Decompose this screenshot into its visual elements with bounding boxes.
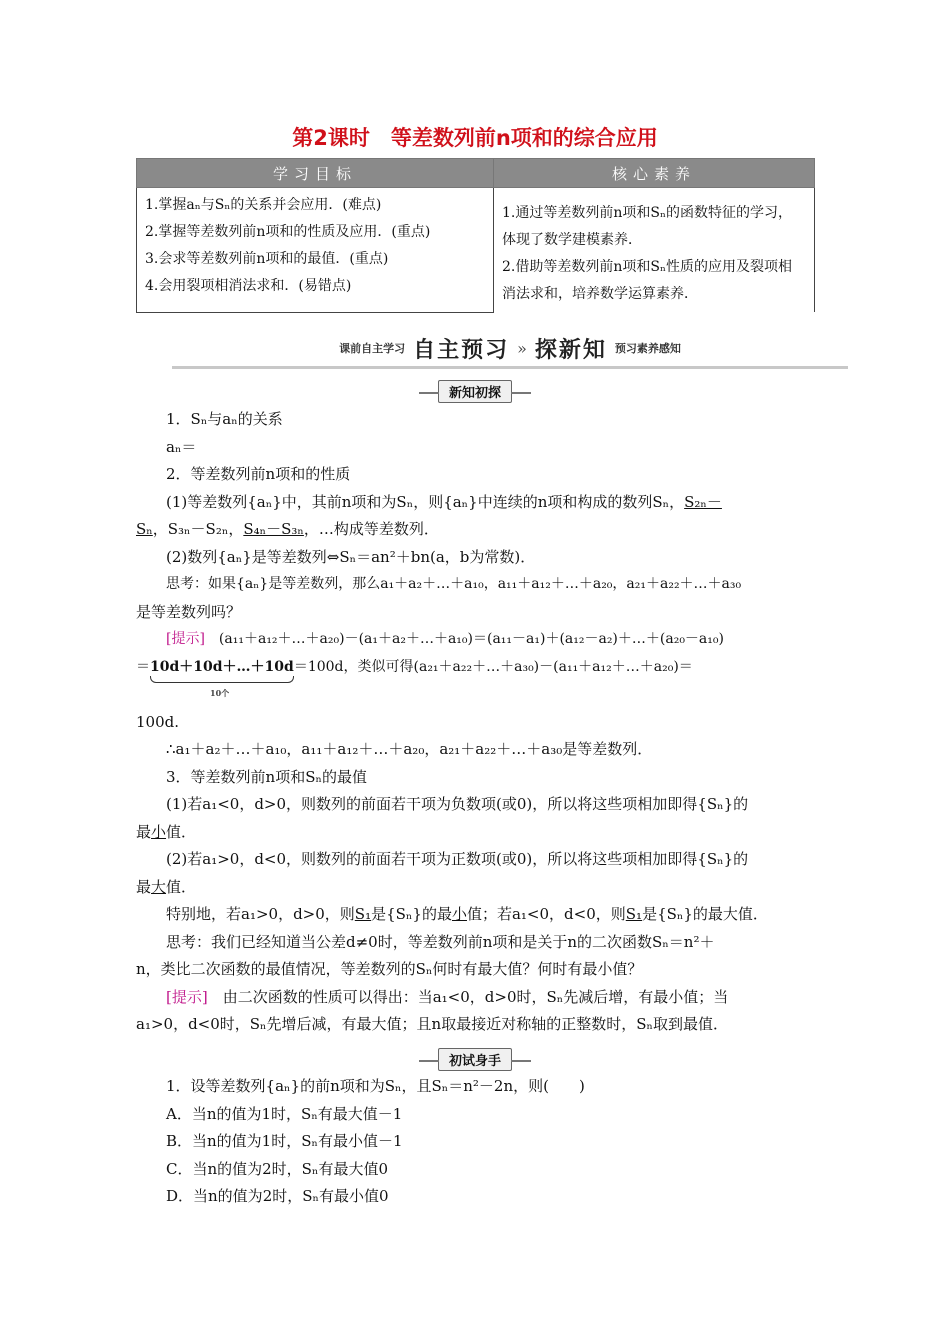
text-line: ＝10d＋10d＋…＋10d 10个 ＝100d，类似可得(a₂₁＋a₂₂＋…＋a₃₀)－(a₁₁＋a₁₂＋…＋a₂₀)＝ xyxy=(136,654,816,709)
header-learning-goals: 学习目标 xyxy=(137,159,494,188)
section-banner xyxy=(172,330,848,369)
text-line: aₙ＝ xyxy=(166,437,197,456)
option-d: D．当n的值为2时，Sₙ有最小值0 xyxy=(166,1187,389,1205)
goal-item: 4.会用裂项相消法求和．(易错点) xyxy=(145,278,352,294)
text-line: 2．等差数列前n项和的性质 xyxy=(166,465,351,483)
goal-item: 1.掌握aₙ与Sₙ的关系并会应用．(难点) xyxy=(145,197,382,213)
text-line: Sₙ，S₃ₙ－S₂ₙ，S₄ₙ－S₃ₙ，…构成等差数列． xyxy=(136,520,439,538)
objectives-table xyxy=(136,158,815,313)
hint-label: [提示] xyxy=(166,631,205,647)
banner-right-caption: 预习素养感知 xyxy=(614,342,681,355)
text-line: 最大值． xyxy=(136,877,197,896)
text-line: [提示] 由二次函数的性质可以得出：当a₁<0，d>0时，Sₙ先减后增，有最小值；当 xyxy=(166,987,729,1006)
text-line: 是等差数列吗？ xyxy=(136,602,242,621)
text-line: 最小值． xyxy=(136,822,197,841)
section-tag-new-knowledge: 新知初探 xyxy=(0,380,950,402)
option-a: A．当n的值为1时，Sₙ有最大值－1 xyxy=(166,1104,403,1123)
text-line: 特别地，若a₁>0，d>0，则S₁是{Sₙ}的最小值；若a₁<0，d<0，则S₁是{Sₙ}的最大值． xyxy=(166,905,768,923)
text-line: 思考：我们已经知道当公差d≠0时，等差数列前n项和是关于n的二次函数Sₙ＝n²＋ xyxy=(166,932,715,951)
text-line: (2)若a₁>0，d<0，则数列的前面若干项为正数项(或0)，所以将这些项相加即得{Sₙ}的 xyxy=(166,850,749,868)
lesson-title: 第2课时 等差数列前n项和的综合应用 xyxy=(292,126,658,150)
header-core-literacy: 核心素养 xyxy=(494,159,815,188)
text-line: ∴a₁＋a₂＋…＋a₁₀，a₁₁＋a₁₂＋…＋a₂₀，a₂₁＋a₂₂＋…＋a₃₀是等差数列． xyxy=(166,740,653,758)
underbrace-expression: 10d＋10d＋…＋10d 10个 xyxy=(150,658,294,698)
learning-goals-cell xyxy=(137,188,494,313)
text-line: a₁>0，d<0时，Sₙ先增后减，有最大值；且n取最接近对称轴的正整数时，Sₙ取到最值． xyxy=(136,1015,728,1033)
text-line: 思考：如果{aₙ}是等差数列，那么a₁＋a₂＋…＋a₁₀，a₁₁＋a₁₂＋…＋a₂₀，a₂₁＋a₂₂＋…＋a₃₀ xyxy=(166,576,742,592)
option-b: B．当n的值为1时，Sₙ有最小值－1 xyxy=(166,1132,403,1150)
hint-label: [提示] xyxy=(166,987,208,1006)
exercise-block xyxy=(136,1073,816,1211)
text-line: 3．等差数列前n项和Sₙ的最值 xyxy=(166,767,367,786)
option-c: C．当n的值为2时，Sₙ有最大值0 xyxy=(166,1159,388,1178)
goal-item: 2.掌握等差数列前n项和的性质及应用．(重点) xyxy=(145,224,431,240)
banner-left-caption: 课前自主学习 xyxy=(339,342,406,355)
text-line: 1．Sₙ与aₙ的关系 xyxy=(166,410,283,428)
literacy-item: 2.借助等差数列前n项和Sₙ性质的应用及裂项相消法求和，培养数学运算素养． xyxy=(502,259,793,302)
section-tag-try-it: 初试身手 xyxy=(0,1048,950,1070)
text-line: (2)数列{aₙ}是等差数列⇔Sₙ＝an²＋bn(a，b为常数)． xyxy=(166,547,536,566)
text-line: (1)若a₁<0，d>0，则数列的前面若干项为负数项(或0)，所以将这些项相加即得{Sₙ}的 xyxy=(166,795,749,813)
banner-title-2: 探新知 xyxy=(534,337,607,363)
banner-title-1: 自主预习 xyxy=(413,337,510,363)
content-block-1 xyxy=(136,406,816,1039)
banner-arrow-icon: » xyxy=(517,338,527,358)
question-stem: 1．设等差数列{aₙ}的前n项和为Sₙ，且Sₙ＝n²－2n，则( ) xyxy=(166,1077,585,1095)
core-literacy-cell xyxy=(494,188,815,313)
text-line: n，类比二次函数的最值情况，等差数列的Sₙ何时有最大值？何时有最小值？ xyxy=(136,960,643,978)
goal-item: 3.会求等差数列前n项和的最值．(重点) xyxy=(145,251,389,267)
literacy-item: 1.通过等差数列前n项和Sₙ的函数特征的学习，体现了数学建模素养． xyxy=(502,205,793,248)
text-line: [提示] (a₁₁＋a₁₂＋…＋a₂₀)－(a₁＋a₂＋…＋a₁₀)＝(a₁₁－a₁)＋(a₁₂－a₂)＋…＋(a₂₀－a₁₀) xyxy=(166,631,724,647)
text-line: (1)等差数列{aₙ}中，其前n项和为Sₙ，则{aₙ}中连续的n项和构成的数列Sₙ，S₂ₙ－ xyxy=(166,492,722,511)
text-line: 100d. xyxy=(136,712,180,731)
